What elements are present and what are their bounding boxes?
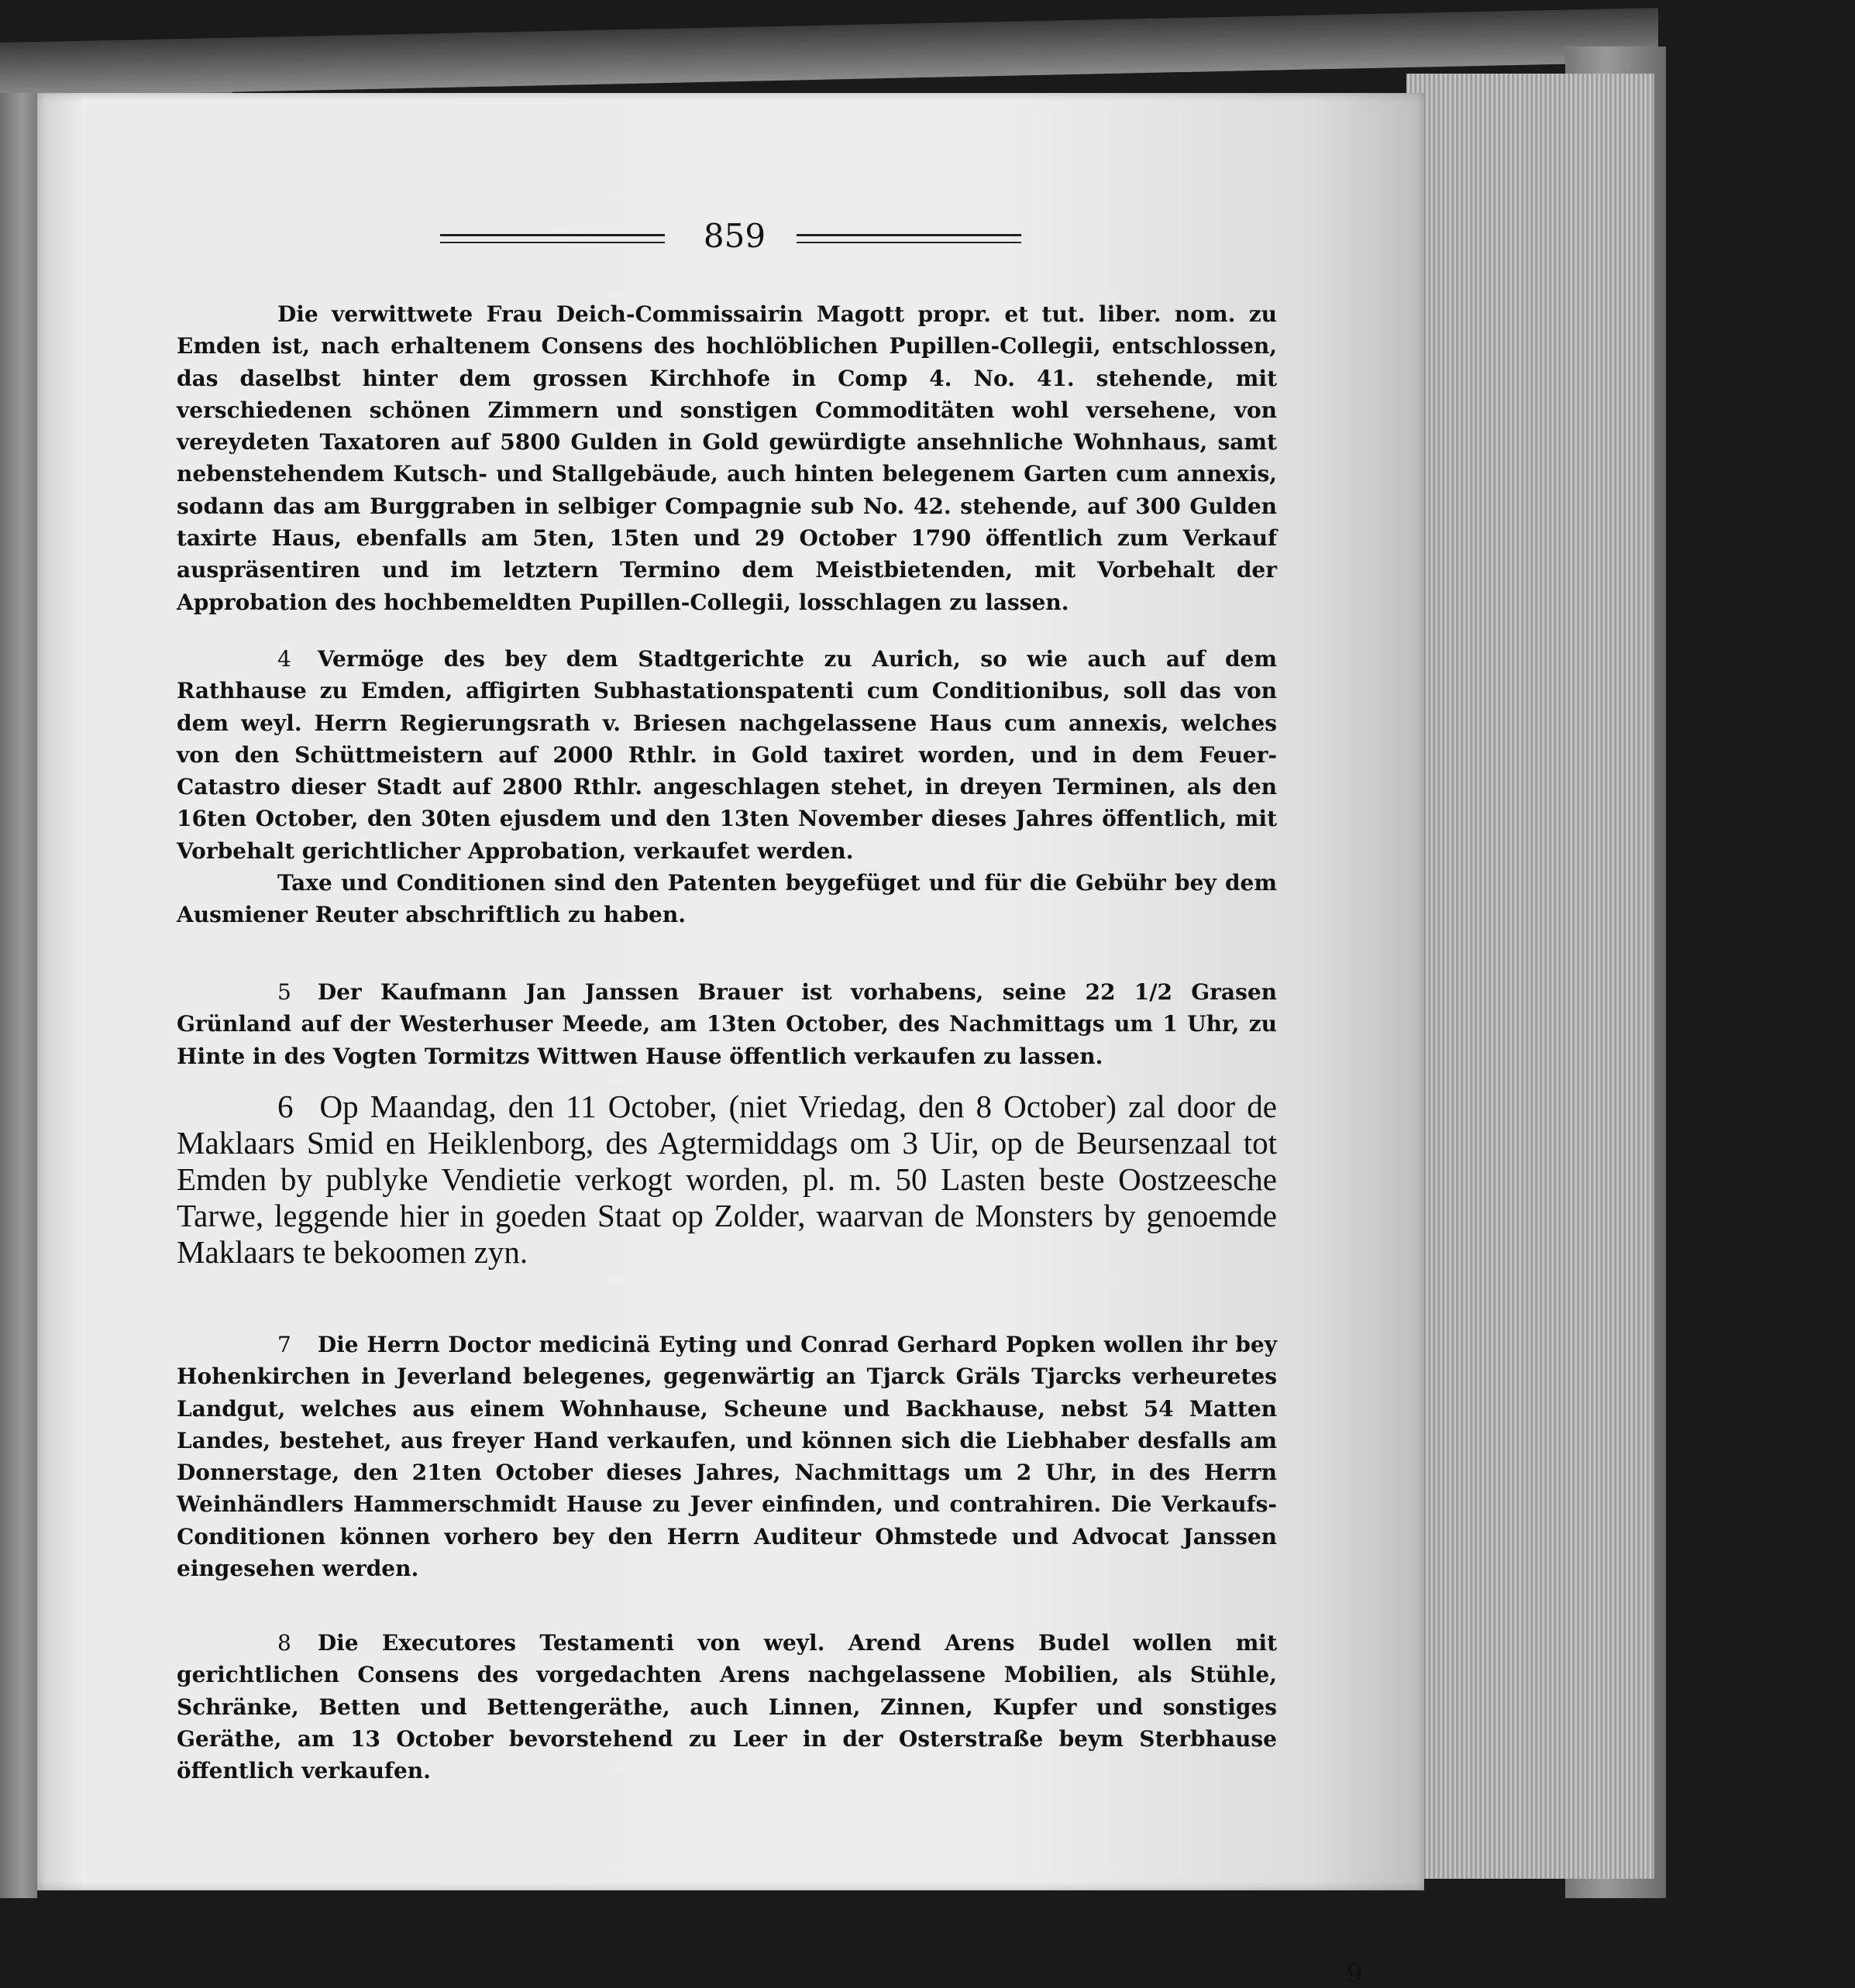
notice-8-number: 8	[277, 1630, 291, 1656]
notice-4-text	[177, 643, 1277, 867]
catchword: 9	[1347, 1959, 1363, 1988]
notice-6-number: 6	[277, 1089, 294, 1124]
notice-5	[177, 976, 1277, 1072]
notice-7-body: Die Herrn Doctor medicinä Eyting und Conrad Gerhard Popken wollen ihr bey Hohenkirchen in Jeverland belegenes, gegenwärtig an Tjarck Gräls Tjarcks verheuretes Landgut, welches aus einem Wohnhause, Scheune und Backhause, nebst 54 Matten Landes, bestehet, aus freyer Hand verkaufen, und können sich die Liebhaber desfalls am Donnerstage, den 21ten October dieses Jahres, Nachmittags um 2 Uhr, in des Herrn Weinhändlers Hammerschmidt Hause zu Jever einfinden, und contrahiren. Die Verkaufs-Conditionen können vorhero bey den Herrn Auditeur Ohmstede und Advocat Janssen eingesehen werden.	[177, 1332, 1277, 1582]
notice-4-number: 4	[277, 646, 291, 672]
header-rule-right	[797, 234, 1021, 243]
notice-5-number: 5	[277, 979, 291, 1005]
notice-8	[177, 1627, 1277, 1787]
notice-4-body: Vermöge des bey dem Stadtgerichte zu Aurich, so wie auch auf dem Rathhause zu Emden, affigirten Subhastationspatenti cum Conditionibus, soll das von dem weyl. Herrn Regierungsrath v. Briesen nachgelassene Haus cum annexis, welches von den Schüttmeistern auf 2000 Rthlr. in Gold taxiret worden, und in dem Feuer-Catastro dieser Stadt auf 2800 Rthlr. angeschlagen stehet, in dreyen Terminen, als den 16ten October, den 30ten ejusdem und den 13ten November dieses Jahres öffentlich, mit Vorbehalt gerichtlicher Approbation, verkaufet werden.	[177, 646, 1277, 864]
left-page-gutter	[0, 93, 37, 1898]
header-rule-left	[440, 234, 665, 243]
notice-4	[177, 643, 1277, 931]
notice-6-body: Op Maandag, den 11 October, (niet Vriedag, den 8 October) zal door de Maklaars Smid en Heiklenborg, des Agtermiddags om 3 Uir, op de Beursenzaal tot Emden by publyke Vendietie verkogt worden, pl. m. 50 Lasten beste Oostzeesche Tarwe, leggende hier in goeden Staat op Zolder, waarvan de Monsters by genoemde Maklaars te bekoomen zyn.	[177, 1089, 1277, 1270]
notice-6	[177, 1089, 1277, 1271]
notice-7	[177, 1329, 1277, 1584]
page-number: 859	[703, 217, 766, 255]
book-page	[37, 93, 1424, 1988]
notice-8-body: Die Executores Testamenti von weyl. Arend Arens Budel wollen mit gerichtlichen Consens des vorgedachten Arens nachgelassene Mobilien, als Stühle, Schränke, Betten und Bettengeräthe, auch Linnen, Zinnen, Kupfer und sonstiges Geräthe, am 13 October bevorstehend zu Leer in der Osterstraße beym Sterbhause öffentlich verkaufen.	[177, 1630, 1277, 1784]
notice-7-number: 7	[277, 1332, 291, 1357]
notice-intro: Die verwittwete Frau Deich-Commissairin Magott propr. et tut. liber. nom. zu Emden ist, nach erhaltenem Consens des hochlöblichen Pupillen-Collegii, entschlossen, das daselbst hinter dem grossen Kirchhofe in Comp 4. No. 41. stehende, mit verschiedenen schönen Zimmern und sonstigen Commoditäten wohl versehene, von vereydeten Taxatoren auf 5800 Gulden in Gold gewürdigte ansehnliche Wohnhaus, samt nebenstehendem Kutsch- und Stallgebäude, auch hinten belegenem Garten cum annexis, sodann das am Burggraben in selbiger Compagnie sub No. 42. stehende, auf 300 Gulden taxirte Haus, ebenfalls am 5ten, 15ten und 29 October 1790 öffentlich zum Verkauf auspräsentiren und im letztern Termino dem Meistbietenden, mit Vorbehalt der Approbation des hochbemeldten Pupillen-Collegii, losschlagen zu lassen.	[177, 301, 1277, 615]
notice-4-addendum: Taxe und Conditionen sind den Patenten beygefüget und für die Gebühr bey dem Ausmiener Reuter abschriftlich zu haben.	[177, 870, 1277, 928]
notice-5-body: Der Kaufmann Jan Janssen Brauer ist vorhabens, seine 22 1/2 Grasen Grünland auf der Westerhuser Meede, am 13ten October, des Nachmittags um 1 Uhr, zu Hinte in des Vogten Tormitzs Wittwen Hause öffentlich verkaufen zu lassen.	[177, 979, 1277, 1069]
running-header	[440, 217, 1014, 255]
page-block-edges	[1406, 74, 1654, 1879]
